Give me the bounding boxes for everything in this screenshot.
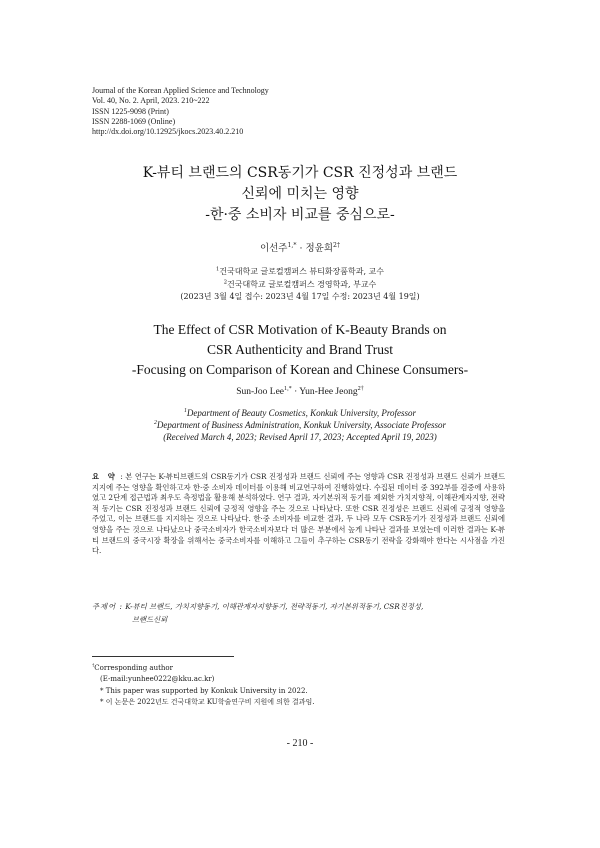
korean-affiliations (0, 266, 600, 304)
affiliation1-en-text: Department of Beauty Cosmetics, Konkuk University, Professor (186, 408, 417, 418)
keywords-line1 (92, 601, 510, 614)
dates-en: (Received March 4, 2023; Revised April 17, 2023; Accepted April 19, 2023) (163, 432, 437, 442)
affiliation2-kr (0, 279, 600, 292)
author2-kr-sup: 2† (333, 241, 341, 249)
english-title-line2: CSR Authenticity and Brand Trust (206, 342, 394, 357)
affiliation2-en-sup: 2 (154, 420, 157, 426)
doi-link[interactable]: http://dx.doi.org/10.12925/jkocs.2023.40.2.210 (92, 127, 244, 137)
author1-kr-sup: 1,* (287, 241, 297, 249)
affiliation1-kr-sup: 1 (215, 266, 220, 273)
author1-kr: 이선주 (259, 243, 288, 254)
abstract (92, 472, 505, 557)
english-title (0, 320, 600, 380)
english-authors (0, 387, 600, 397)
author-separator-kr: · (296, 243, 306, 254)
affiliation2-kr-text: 건국대학교 글로컬캠퍼스 경영학과, 부교수 (227, 279, 377, 289)
author1-en: Sun-Joo Lee (236, 387, 285, 397)
keywords-label: 주제어 : (92, 602, 123, 611)
journal-volume: Vol. 40, No. 2. April, 2023. 210~222 (92, 96, 210, 106)
corresponding-author (92, 663, 315, 674)
affiliation1-kr-text: 건국대학교 글로컬캠퍼스 뷰티화장품학과, 교수 (219, 267, 385, 276)
keywords-line2: 브랜드신뢰 (132, 614, 168, 624)
funding-note-kr: * 이 논문은 2022년도 건국대학교 KU학술연구비 지원에 의한 결과임. (100, 697, 315, 706)
affiliation2-kr-sup: 2 (223, 278, 228, 285)
dagger-mark: † (92, 663, 95, 669)
korean-title (0, 163, 600, 226)
korean-title-line1: K-뷰티 브랜드의 CSR동기가 CSR 진정성과 브랜드 (142, 165, 458, 181)
footnote-divider (92, 656, 234, 657)
english-affiliations (0, 407, 600, 443)
author2-en: Yun-Hee Jeong (299, 387, 358, 397)
affiliation1-kr (0, 266, 600, 279)
journal-name: Journal of the Korean Applied Science and Technology (92, 86, 269, 95)
journal-info (92, 86, 269, 137)
affiliation2-en-text: Department of Business Administration, Konkuk University, Associate Professor (156, 420, 446, 430)
funding-note-en: * This paper was supported by Konkuk University in 2022. (100, 686, 308, 695)
affiliation2-en (0, 419, 600, 431)
page-number: - 210 - (286, 738, 314, 749)
english-title-line3: -Focusing on Comparison of Korean and Chinese Consumers- (131, 362, 469, 377)
issn-print: ISSN 1225-9098 (Print) (92, 106, 169, 116)
english-title-line1: The Effect of CSR Motivation of K-Beauty Brands on (153, 322, 447, 337)
keywords-text: K-뷰티 브랜드, 가치지향동기, 이해관계자지향동기, 전략적동기, 자기본위적동기, CSR진정성, (125, 602, 424, 611)
keywords (92, 601, 510, 626)
abstract-text: : 본 연구는 K-뷰티브랜드의 CSR동기가 CSR 진정성과 브랜드 신뢰에 주는 영향과 CSR 진정성과 브랜드 신뢰가 브랜드 지지에 주는 영향을 확인하고자 한·중 소비자 데이터를 이용해 비교연구하여 진행하였다. 수집된 데이터 중 392부를 검증에 사용하였고 2단계 접근법과 최우도 측정법을 활용해 분석하였다. 연구 결과, 자기본위적 동기를 제외한 가치지향적, 이해관계자지향, 전략적 동기는 CSR 진정성과 브랜드 신뢰에 긍정적 영향을 주는 것으로 나타났다. 또한 CSR 진정성은 브랜드 신뢰에 긍정적 영향을 주었고, 이는 브랜드를 지지하는 것으로 나타났다. 한·중 소비자를 비교한 결과, 두 나라 모두 CSR동기가 진정성과 브랜드 신뢰에 영향을 주는 것으로 나타났으나 중국소비자가 한국소비자보다 더 많은 부분에서 높게 나타난 결과를 보였는데 이러한 결과는 K-뷰티 브랜드의 중국시장 확장을 위해서는 중국소비자를 이해하고 그들이 추구하는 CSR동기 전략을 강화해야 한다는 시사점을 가진다. (92, 472, 505, 556)
korean-authors (0, 240, 600, 254)
issn-online: ISSN 2288-1069 (Online) (92, 116, 176, 126)
author1-en-sup: 1,* (284, 385, 292, 392)
abstract-label: 요 약 (92, 472, 118, 481)
affiliation1-en (0, 407, 600, 419)
corresponding-author-text: Corresponding author (94, 664, 173, 672)
corresponding-email: (E-mail:yunhee0222@kku.ac.kr) (100, 675, 215, 684)
dates-kr: (2023년 3월 4일 접수: 2023년 4월 17일 수정: 2023년 4월 19일) (180, 292, 420, 301)
affiliation1-en-sup: 1 (183, 408, 187, 414)
footnotes (92, 663, 315, 708)
author-separator-en: · (291, 387, 300, 397)
author2-kr: 정윤희 (305, 243, 334, 254)
korean-title-line2: 신뢰에 미치는 영향 (241, 186, 359, 202)
korean-title-line3: -한·중 소비자 비교를 중심으로- (205, 207, 395, 223)
author2-en-sup: 2† (357, 385, 364, 392)
